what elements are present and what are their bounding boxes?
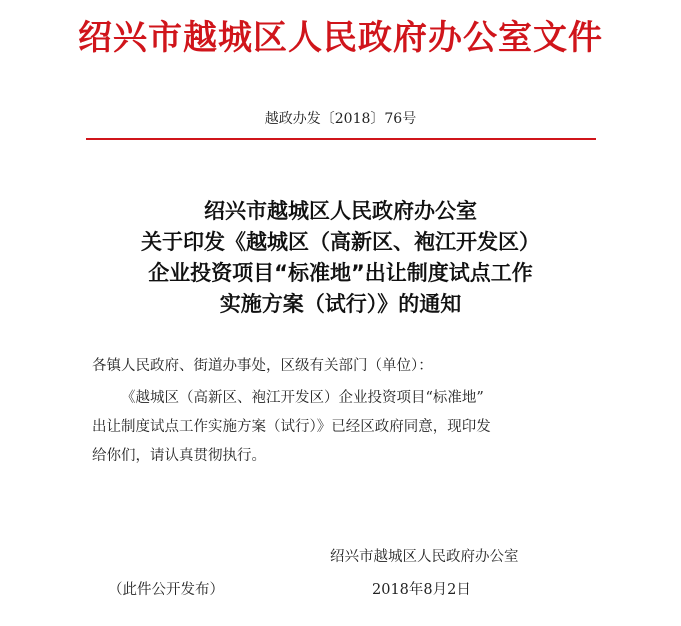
- red-divider-line: [86, 138, 596, 140]
- notice-title: [0, 196, 681, 320]
- notice-title-line: 企业投资项目“标准地”出让制度试点工作: [148, 261, 533, 285]
- issue-date: 2018年8月2日: [372, 582, 471, 598]
- notice-title-line: 关于印发《越城区（高新区、袍江开发区）: [141, 230, 540, 254]
- issuer-signature: 绍兴市越城区人民政府办公室: [330, 549, 519, 565]
- release-note: （此件公开发布）: [108, 582, 224, 598]
- notice-title-line: 实施方案（试行）》的通知: [219, 292, 462, 316]
- document-number: 越政办发〔2018〕76号: [264, 111, 417, 127]
- body-line: 出让制度试点工作实施方案（试行）》已经区政府同意，现印发: [92, 419, 491, 435]
- body-line: 给你们，请认真贯彻执行。: [92, 448, 266, 464]
- recipients: 各镇人民政府、街道办事处，区级有关部门（单位）：: [92, 358, 433, 374]
- body-text: [92, 384, 602, 471]
- notice-title-line: 绍兴市越城区人民政府办公室: [204, 199, 477, 223]
- header-title: 绍兴市越城区人民政府办公室文件: [78, 18, 603, 58]
- body-line: 《越城区（高新区、袍江开发区）企业投资项目“标准地”: [121, 390, 484, 406]
